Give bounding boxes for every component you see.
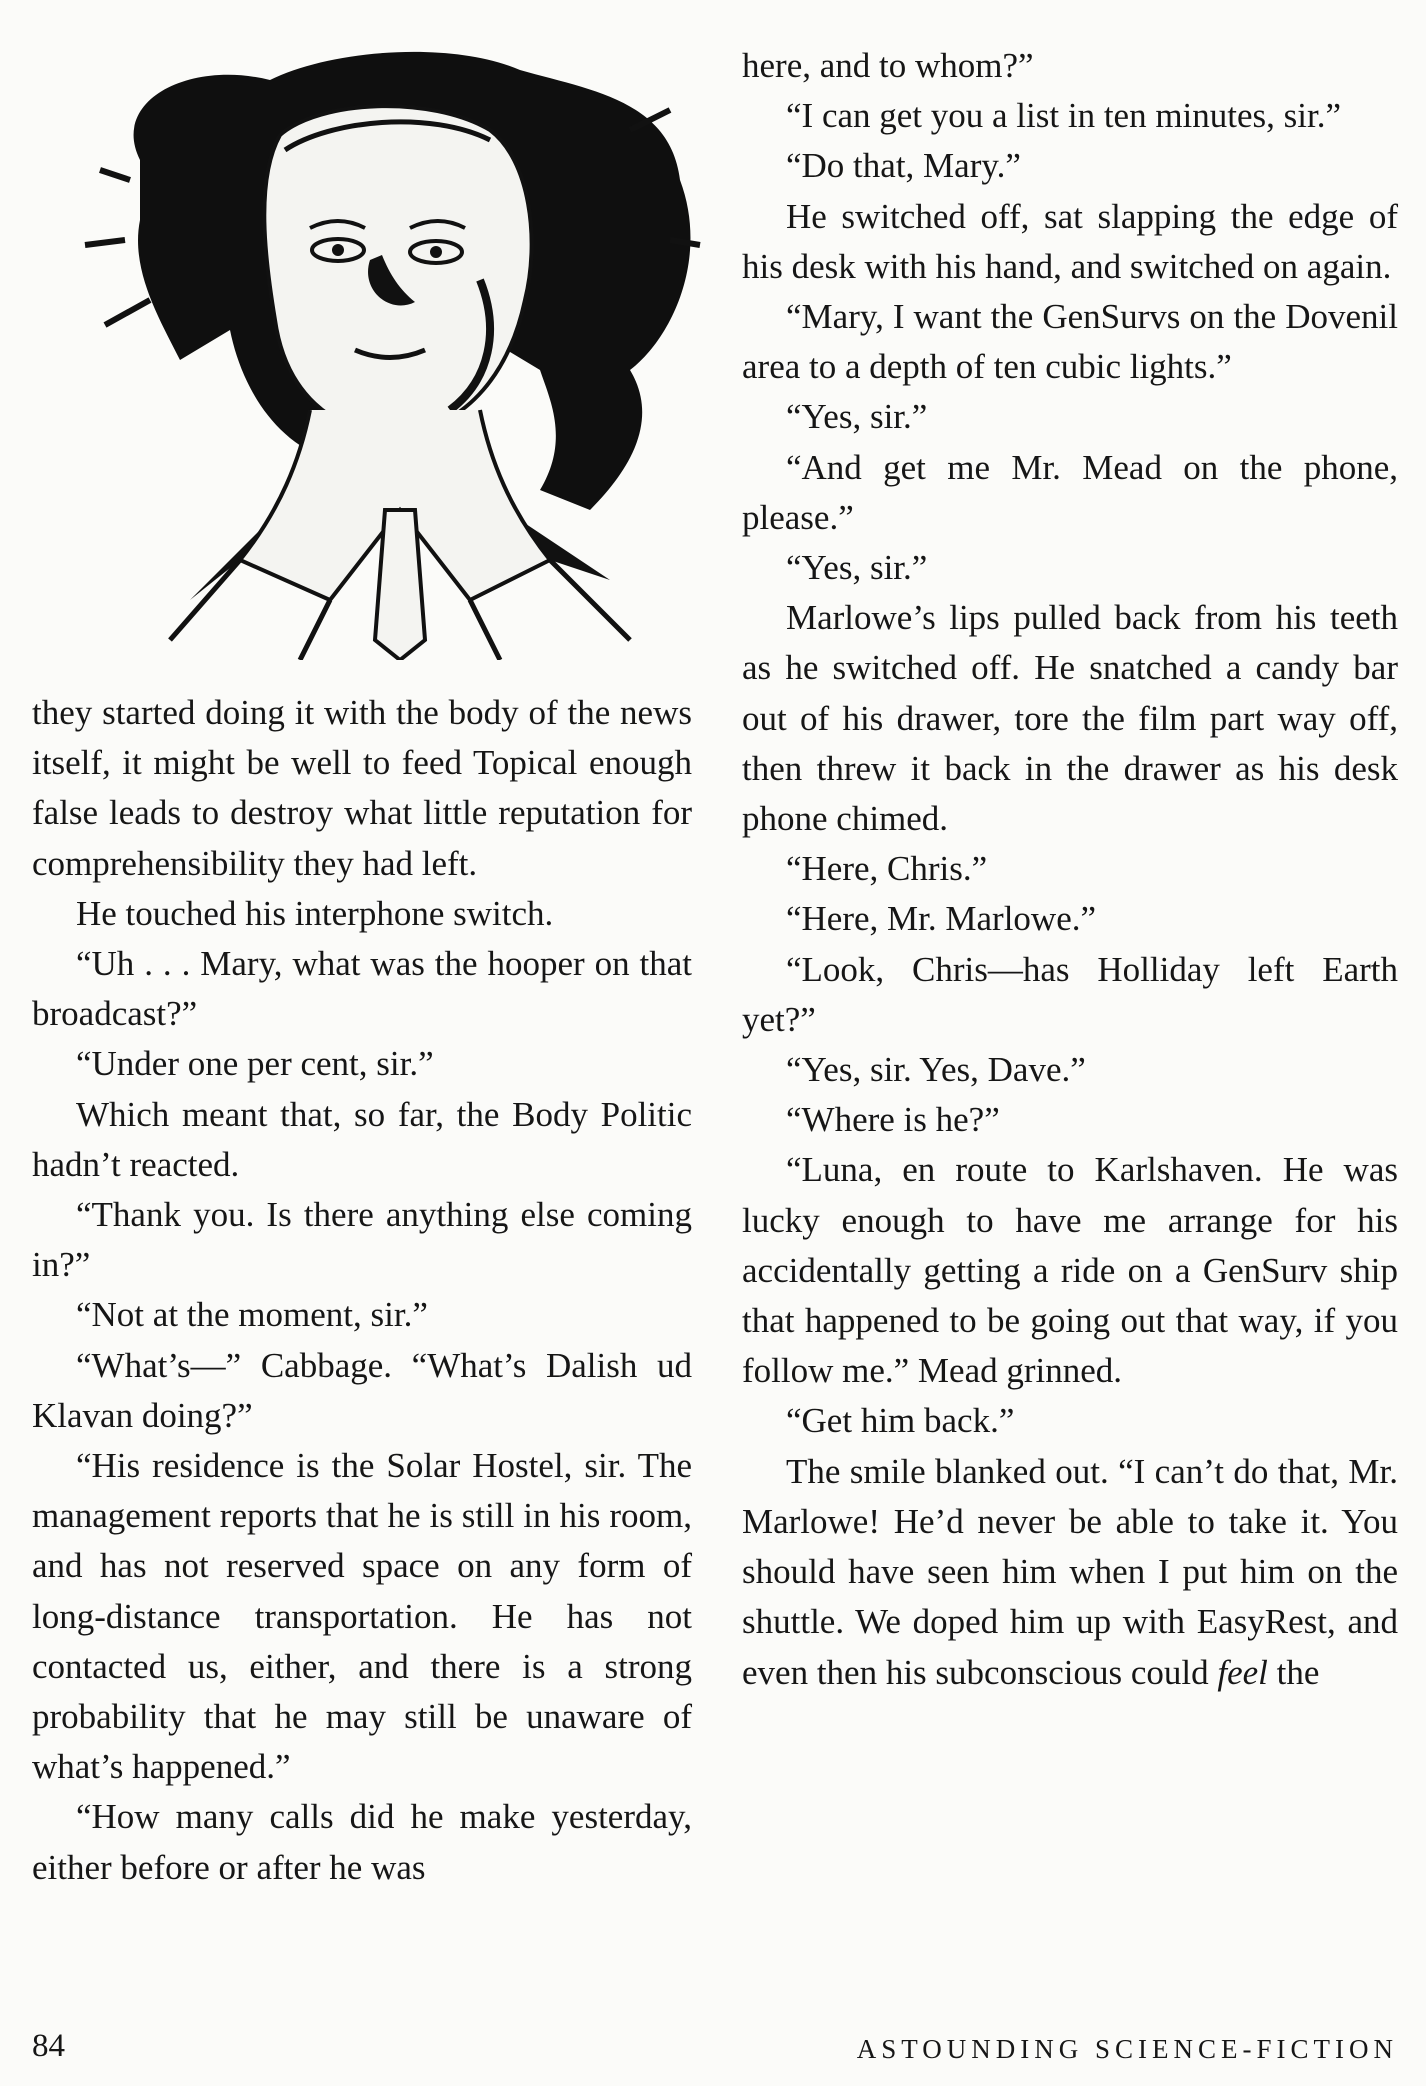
paragraph-text: The smile blanked out. “I can’t do that, Mr. Marlowe! He’d never be able to take it. You should have seen him when I put him on the shuttle. We doped him up with EasyRest, and even then his subconscious could (742, 1451, 1398, 1692)
paragraph: “Yes, sir. Yes, Dave.” (786, 1050, 1086, 1090)
paragraph: “Yes, sir.” (786, 548, 928, 588)
paragraph: “Not at the moment, sir.” (76, 1295, 428, 1335)
paragraph: He touched his interphone switch. (76, 893, 554, 933)
paragraph: “Under one per cent, sir.” (76, 1044, 434, 1084)
paragraph: “How many calls did he make yesterday, either before or after he was (32, 1797, 692, 1887)
paragraph: “Yes, sir.” (786, 397, 928, 437)
paragraph: here, and to whom?” (742, 46, 1034, 85)
paragraph: “Do that, Mary.” (786, 146, 1021, 186)
paragraph (742, 1447, 1398, 1698)
paragraph: “Get him back.” (786, 1401, 1015, 1441)
paragraph: “I can get you a list in ten minutes, sir.” (786, 96, 1342, 136)
portrait-illustration (70, 40, 720, 660)
right-text-column (742, 41, 1398, 1698)
left-text-column (32, 688, 692, 1893)
page-number: 84 (32, 2028, 65, 2064)
paragraph: “Luna, en route to Karlshaven. He was lucky enough to have me arrange for his accidentally getting a ride on a GenSurv ship that happened to be going out that way, if you follow me.” Mead grinned. (742, 1150, 1398, 1391)
paragraph: Which meant that, so far, the Body Politic hadn’t reacted. (32, 1094, 692, 1184)
paragraph: Marlowe’s lips pulled back from his teeth as he switched off. He snatched a candy bar out of his drawer, tore the film part way off, then threw it back in the drawer as his desk phone chimed. (742, 598, 1398, 839)
paragraph: “What’s—” Cabbage. “What’s Dalish ud Klavan doing?” (32, 1345, 692, 1435)
running-head: ASTOUNDING SCIENCE-FICTION (856, 2034, 1398, 2064)
paragraph: “Here, Mr. Marlowe.” (786, 899, 1097, 939)
paragraph: “Here, Chris.” (786, 849, 988, 889)
emphasis-text: feel (1217, 1652, 1268, 1692)
paragraph: “Mary, I want the GenSurvs on the Dovenil area to a depth of ten cubic lights.” (742, 297, 1398, 387)
paragraph: He switched off, sat slapping the edge of his desk with his hand, and switched on again. (742, 196, 1398, 286)
paragraph: “Where is he?” (786, 1100, 1000, 1140)
paragraph: “Look, Chris—has Holliday left Earth yet?” (742, 949, 1398, 1039)
paragraph: “His residence is the Solar Hostel, sir. The management reports that he is still in his room, and has not reserved space on any form of long-distance transportation. He has not contacted us, either, and there is a strong probability that he may still be unaware of what’s happened.” (32, 1446, 692, 1787)
paragraph: they started doing it with the body of the news itself, it might be well to feed Topical enough false leads to destroy what little reputation for comprehensibility they had left. (32, 693, 692, 883)
page-footer (32, 2028, 1398, 2068)
paragraph: “Uh . . . Mary, what was the hooper on that broadcast?” (32, 944, 692, 1034)
paragraph: “Thank you. Is there anything else coming in?” (32, 1195, 692, 1285)
paragraph-text-after: the (1267, 1652, 1320, 1692)
paragraph: “And get me Mr. Mead on the phone, please.” (742, 447, 1398, 537)
portrait-illustration-icon (70, 40, 720, 660)
